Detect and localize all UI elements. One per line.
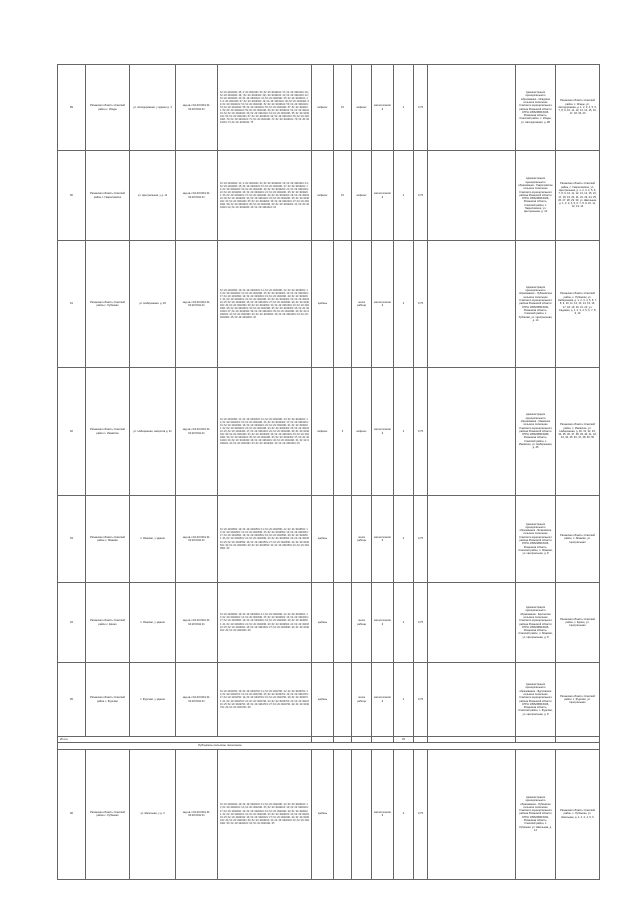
cell-material: металлический [372, 65, 394, 151]
cell-base: асфальт [352, 368, 372, 496]
cell-owner: Администрация муниципального образования - Исадское сельское поселение Спасского муниципального района Рязанской области ОГРН 1056208015326, Рязанская область, Спасский район, с. Исады, ул. Автодорожная, д. 2Б [516, 65, 556, 151]
cell-volume: 0,75 [414, 65, 428, 151]
cell-subject: Рязанская область Спасский район с. Фурсово [86, 663, 130, 737]
cell-volume: 0,75 [414, 241, 428, 368]
cell-area: 3 [334, 368, 352, 496]
cell-material: металлический [372, 368, 394, 496]
cell-address: ул. Набережная, напротив д. 41 [130, 368, 176, 496]
cell-material: металлический [372, 583, 394, 663]
cell-area: 15 [334, 65, 352, 151]
cell-surface: щебень [312, 663, 334, 737]
cell-count: 2 [394, 749, 414, 879]
cell-material: металлический [372, 241, 394, 368]
cell-area [334, 583, 352, 663]
cell-surface: щебень [312, 583, 334, 663]
cell-empty [428, 368, 516, 496]
cell-material: металлический [372, 151, 394, 241]
cell-coords: 62:20:0010101:35;2:20:0010101:36;62:20:0010101:37;62:20:0010101:38;62:20:0010101:39;(62:20:0010101:40)/20:0010101:41;62:20:0010101:42;62:20:0010101:43;62:20:0010101:44;62:20:0010101:45;62:20:0010101:46;2:20:0010101:47;62:20:0010101:48;62:20:0010101:49;62:20:0010101:50;62:20:0010101:51;62:20:0010101:52;62:20:0010101:53;62:20:0010101:54;62:20:0010101:55;62:20:0010101:56;62:20:0010101:57;62:20:0010101:58;62:20:0010101:59;62:20:0010101:60;62:20:0010101:61;62:20:0010101:62;62:20:0010101:63;62:20:0010101:64;62:20:0010101:65;62:20:0010101:66;62:20:0010101:67;62:20:0010101:68;62:20:0010101:69;62:20:0010101:70;62:20:0010101:71;62:20:0010101:72;62:20:0010101:73;62:20:0010101:74;62:20:0010101:75 [218, 65, 312, 151]
cell-num: 94 [58, 583, 86, 663]
cell-empty [428, 749, 516, 879]
cell-area [334, 241, 352, 368]
table-row [58, 241, 600, 368]
cell-num: 92 [58, 368, 86, 496]
cell-count: 2 [394, 241, 414, 368]
cell-num: 95 [58, 663, 86, 737]
cell-coords: 62:20:0010701:10;62:20:0010701:11;62:20:0010701:12;62:20:0010701:13;62:20:0010701:14;62:20:0010701:15;62:20:0010701:16;62:20:0010701:17;62:20:0010701:18;62:20:0010701:19;62:20:0010701:20;62:20:0010701:21;62:20:0010701:22;62:20:0010701:23;62:20:0010701:24;62:20:0010701:25;62:20:0010701:26;62:20:0010701:27;62:20:0010701:28;62:20:0010701:29;62:20:0010701:30 [218, 663, 312, 737]
cell-address: п. Ясаково, у здания [130, 583, 176, 663]
cell-surface: асфальт [312, 151, 334, 241]
cell-area [334, 496, 352, 583]
cell-owner: Администрация муниципального образования - Гавриловское сельское поселение Спасского муниципального района Рязанской области ОГРН 1056208015469, Рязанская область, Спасский район, с. Гавриловское, ул. Центральная, д. 10 [516, 151, 556, 241]
cell-cadastre: кад.кв-л 62:20:0011 01; 62:20:0011 01 [176, 368, 218, 496]
register-table [57, 64, 600, 880]
cell-subject: Рязанская область Спасский район с. Лубяники [86, 749, 130, 879]
cell-material: металлический [372, 496, 394, 583]
cell-subject: Рязанская область Спасский район с. Лубяники [86, 241, 130, 368]
cell-base: лента рабица [352, 496, 372, 583]
cell-cadastre: кад.кв-л 62:20:0011 01; 62:20:0011 01 [176, 496, 218, 583]
cell-address: ул. Автодорожная, у здания д. 3 [130, 65, 176, 151]
cell-volume: 0,75 [414, 749, 428, 879]
cell-coords: 62:20:0020101:10;62:20:0020101:11;62:20:0020101:12;62:20:0020101:13;62:20:0020101:14;62:20:0020101:15;62:20:0020101:16;62:20:0020101:17;62:20:0020101:18;62:20:0020101:19;62:20:0020101:20;62:20:0020101:21;62:20:0020101:22;62:20:0020101:23;62:20:0020101:24;62:20:0020101:25;62:20:0020101:26;62:20:0020101:27;62:20:0020101:28;62:20:0020101:29;62:20:0020101:30;62:20:0020101:31;62:20:0020101:32;62:20:0020101:33;62:20:0020101:34;62:20:0020101:35 [218, 749, 312, 879]
cell-num: 93 [58, 496, 86, 583]
table-row [58, 151, 600, 241]
cell-owner: Администрация муниципального образования - Ерическое сельское поселение Спасского муниципального района Рязанской области ОГРН 1056208015326, Рязанская область, Спасский район, п. Ясаково, ул. Центральная, д. 8 [516, 583, 556, 663]
cell-count: 2 [394, 368, 414, 496]
cell-volume: 0,75 [414, 368, 428, 496]
cell-subject: Рязанская область Спасский район с. Ижевское [86, 368, 130, 496]
cell-count: 2 [394, 65, 414, 151]
section-title: Лубянское сельское поселение [58, 743, 600, 749]
cell-sources: Рязанская область Спасский район, с. Лубяники, ул. Набережная, д. 1, 2, 3, 4, 5, 6, 7, 8, 9, 10, 11, 12, 13, 14, 15, 16, 17, 18, 19, 20, 21, 22, ул. Садовая, д. 1, 2, 3, 4, 5, 6, 7, 8, 9, 10 [556, 241, 600, 368]
cell-subject: Рязанская область Спасский район с. Исады [86, 65, 130, 151]
cell-coords: 62:20:0010401:11;62:20:0010401:12;62:20:0010401:13;62:20:0010401:14;62:20:0010401:15;62:20:0010401:16;62:20:0010401:17;62:20:0010401:18;62:20:0010401:19;62:20:0010401:20;62:20:0010401:21;62:20:0010401:22;62:20:0010401:23;62:20:0010401:24;62:20:0010401:25;62:20:0010401:26;62:20:0010401:27;62:20:0010401:28;62:20:0010401:29;62:20:0010401:30;62:20:0010401:31;62:20:0010401:32;62:20:0010401:33;62:20:0010401:34;62:20:0010401:35;62:20:0010401:36;62:20:0010401:37;62:20:0010401:38;62:20:0010401:39;62:20:0010401:40;62:20:0010401:41;62:20:0010401:42;62:20:0010401:43;62:20:0010401:44;62:20:0010401:45 [218, 368, 312, 496]
cell-base: лента рабица [352, 583, 372, 663]
cell-count: 2 [394, 151, 414, 241]
cell-base: асфальт [352, 151, 372, 241]
cell-empty [428, 583, 516, 663]
cell-address: п. Ясаково, у здания [130, 496, 176, 583]
cell-surface: щебень [312, 749, 334, 879]
cell-count: 2 [394, 496, 414, 583]
total-value: 35 [394, 737, 414, 743]
cell-coords: 62:20:0010601:10;62:20:0010601:11;62:20:0010601:12;62:20:0010601:13;62:20:0010601:14;62:20:0010601:15;62:20:0010601:16;62:20:0010601:17;62:20:0010601:18;62:20:0010601:19;62:20:0010601:20;62:20:0010601:21;62:20:0010601:22;62:20:0010601:23;62:20:0010601:24;62:20:0010601:25;62:20:0010601:26;62:20:0010601:27;62:20:0010601:28;62:20:0010601:29;62:20:0010601:30 [218, 583, 312, 663]
cell-owner: Администрация муниципального образования - Ижевское сельское поселение Спасского муниципального района Рязанской области ОГРН 1056208015480, Рязанская область, Спасский район, с. Ижевское, ул. Набережная, д. 45 [516, 368, 556, 496]
cell-subject: Рязанская область Спасский район с. Ерино [86, 583, 130, 663]
cell-subject: Рязанская область Спасский район с. Гавриловское [86, 151, 130, 241]
cell-base: лента рабица [352, 663, 372, 737]
cell-address: ул. Центральная, у д. 11 [130, 151, 176, 241]
cell-num: 90 [58, 151, 86, 241]
cell-owner: Администрация муниципального образования - Ясаковское сельское поселение Спасского муниципального района Рязанской области ОГРН 1056208015326, Рязанская область, Спасский район, п. Ясаково, ул. Центральная, д. 8 [516, 496, 556, 583]
cell-cadastre: кад.кв-л 62:20:0011 01; 62:20:0011 01 [176, 65, 218, 151]
cell-owner: Администрация муниципального образования - Лубянское сельское поселение Спасского муниципального района Рязанской области ОГРН 1056208015491, Рязанская область, Спасский район, с. Лубяники, ул. Школьная, д. 14 [516, 749, 556, 879]
cell-count: 2 [394, 663, 414, 737]
cell-coords: 62:20:0010301:10;62:20:0010301:11;62:20:0010301:12;62:20:0010301:13;62:20:0010301:14;62:20:0010301:15;62:20:0010301:16;62:20:0010301:17;62:20:0010301:18;62:20:0010301:19;62:20:0010301:20;62:20:0010301:21;62:20:0010301:22;62:20:0010301:23;62:20:0010301:24;62:20:0010301:25;62:20:0010301:26;62:20:0010301:27;62:20:0010301:28;62:20:0010301:29;62:20:0010301:30;62:20:0010301:31;62:20:0010301:32;62:20:0010301:33;62:20:0010301:34;62:20:0010301:35;62:20:0010301:36;62:20:0010301:37;62:20:0010301:38;62:20:0010301:39;62:20:0010301:40;62:20:0010301:41;62:20:0010301:42;62:20:0010301:43;62:20:0010301:44;62:20:0010301:45;62:20:0010301:46 [218, 241, 312, 368]
cell-count: 2 [394, 583, 414, 663]
cell-volume: 0,75 [414, 151, 428, 241]
cell-cadastre: кад.кв-л 62:20:0011 01; 62:20:0011 01 [176, 241, 218, 368]
cell-sources: Рязанская область Спасский район, п. Ясаково, ул. Центральная [556, 496, 600, 583]
cell-surface: асфальт [312, 368, 334, 496]
cell-num: 89 [58, 65, 86, 151]
cell-area: 15 [334, 151, 352, 241]
cell-coords: 62:20:0010501:10;62:20:0010501:11;62:20:0010501:12;62:20:0010501:13;62:20:0010501:14;62:20:0010501:15;62:20:0010501:16;62:20:0010501:17;62:20:0010501:18;62:20:0010501:19;62:20:0010501:20;62:20:0010501:21;62:20:0010501:22;62:20:0010501:23;62:20:0010501:24;62:20:0010501:25;62:20:0010501:26;62:20:0010501:27;62:20:0010501:28;62:20:0010501:29;62:20:0010501:30;62:20:0010501:31;62:20:0010501:32;62:20:0010501:33 [218, 496, 312, 583]
cell-surface: щебень [312, 496, 334, 583]
cell-sources: Рязанская область Спасский район, с. Фурсово, ул. Центральная [556, 663, 600, 737]
cell-empty [428, 241, 516, 368]
cell-surface: асфальт [312, 65, 334, 151]
cell-volume: 0,75 [414, 496, 428, 583]
document-page [57, 64, 599, 880]
cell-owner: Администрация муниципального образования - Фурсовское сельское поселение Спасского муниципального района Рязанской области ОГРН 1056208015326, Рязанская область, Спасский район, с. Фурсово, ул. Центральная, д. 8 [516, 663, 556, 737]
total-label: Итого [58, 737, 312, 743]
cell-sources: Рязанская область Спасский район, с. Ижевское, ул. Набережная, д. 30, 31, 32, 33, 34, 35, 36, 37, 38, 39, 40, 41, 42, 43, 44, 45, 46, 47, 48, 49, 50 [556, 368, 600, 496]
table-row [58, 749, 600, 879]
cell-area [334, 749, 352, 879]
cell-cadastre: кад.кв-л 62:20:0011 01; 62:20:0011 01 [176, 663, 218, 737]
cell-base: лента рабица [352, 241, 372, 368]
table-row [58, 496, 600, 583]
cell-cadastre: кад.кв-л 62:20:0011 01; 62:20:0011 01 [176, 583, 218, 663]
cell-address: ул. Набережная, д. 18 [130, 241, 176, 368]
cell-sources: Рязанская область Спасский район, с. Исады, ул. Автодорожная, д. 1, 2, 3, 4, 5, 6, 7, 8, 9, 10, 11, 12, 13, 14, 15, 16, 17, 18, 19, 20 [556, 65, 600, 151]
table-row [58, 368, 600, 496]
cell-base [352, 749, 372, 879]
cell-empty [428, 65, 516, 151]
cell-surface: щебень [312, 241, 334, 368]
cell-address: с. Фурсово, у здания [130, 663, 176, 737]
cell-material: металлический [372, 663, 394, 737]
cell-empty [428, 151, 516, 241]
cell-sources: Рязанская область Спасский район, с. Лубяники, ул. Школьная, д. 1, 2, 3, 4, 5, 6 [556, 749, 600, 879]
cell-empty [428, 496, 516, 583]
cell-cadastre: кад.кв-л 62:20:0011 01; 62:20:0011 01 [176, 749, 218, 879]
table-row [58, 663, 600, 737]
cell-num: 96 [58, 749, 86, 879]
cell-coords: 62:20:0010201:11;2:20:0010201:12;62:20:0010201:13;62:20:0010201:14;62:20:0010201:15;62:20:0010201:16;62:20:0010201:17;62:20:0010201:18;62:20:0010201:19;62:20:0010201:20;62:20:0010201:21;62:20:0010201:22;62:20:0010201:23;62:20:0010201:24;62:20:0010201:25;62:20:0010201:26;62:20:0010201:27;62:20:0010201:28;62:20:0010201:29;62:20:0010201:30;62:20:0010201:31;62:20:0010201:32;62:20:0010201:33;62:20:0010201:34;62:20:0010201:35;62:20:0010201:36;62:20:0010201:37;62:20:0010201:38;62:20:0010201:39;62:20:0010201:40;62:20:0010201:41;62:20:0010201:42;62:20:0010201:43;62:20:0010201:44 [218, 151, 312, 241]
cell-cadastre: кад.кв-л 62:20:0011 01; 62:20:0011 01 [176, 151, 218, 241]
cell-num: 91 [58, 241, 86, 368]
cell-empty [428, 663, 516, 737]
cell-sources: Рязанская область Спасский район, с. Гавриловское, ул. Центральная, д. 1, 2, 3, 4, 5, 6, 7, 8, 9, 10, 11, 12, 13, 14, 15, 16, 17, 18, 19, 20, 21, 22, 23, 24, 25, 26, 27, 28, 29, 30, ул. Школьная, д. 1, 2, 3, 4, 5, 6, 7, 8, 9, 10, 11, 12, 13, 14 [556, 151, 600, 241]
table-row [58, 65, 600, 151]
cell-material: металлический [372, 749, 394, 879]
cell-area [334, 663, 352, 737]
cell-volume: 0,75 [414, 663, 428, 737]
cell-base: асфальт [352, 65, 372, 151]
cell-subject: Рязанская область Спасский район с. Ясаково [86, 496, 130, 583]
cell-owner: Администрация муниципального образования - Лубяникское сельское поселение Спасского муниципального района Рязанской области ОГРН 1056208015491, Рязанская область, Спасский район, с. Лубяники, ул. Центральная, д. 14 [516, 241, 556, 368]
cell-volume: 0,75 [414, 583, 428, 663]
cell-address: ул. Школьная, у д. 4 [130, 749, 176, 879]
table-row [58, 583, 600, 663]
table-body [58, 65, 600, 880]
cell-sources: Рязанская область Спасский район, с. Ерино, ул. Центральная [556, 583, 600, 663]
